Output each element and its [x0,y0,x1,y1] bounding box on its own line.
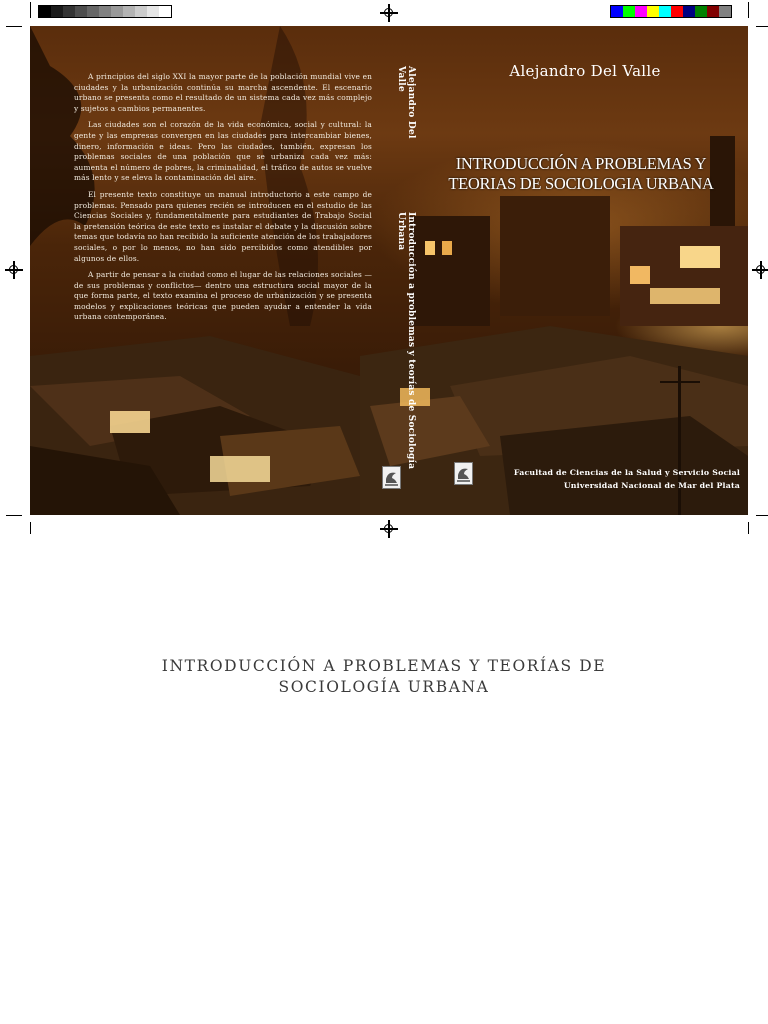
page-title-line: SOCIOLOGÍA URBANA [278,678,490,696]
gray-swatch [87,6,99,17]
color-calibration-bar [610,5,732,18]
gray-swatch [51,6,63,17]
color-swatch [611,6,623,17]
crop-mark [748,2,749,18]
front-cover-title [426,154,736,194]
gray-swatch [159,6,171,17]
front-cover-author: Alejandro Del Valle [509,62,661,80]
crop-mark [30,2,31,18]
page-title-line: INTRODUCCIÓN A PROBLEMAS Y TEORÍAS DE [161,657,607,675]
color-swatch [707,6,719,17]
gray-calibration-bar [38,5,172,18]
registration-mark-left [5,261,23,279]
crop-mark [6,26,22,27]
registration-mark-right [752,261,768,279]
publisher-university: Universidad Nacional de Mar del Plata [563,481,740,490]
color-swatch [659,6,671,17]
registration-mark-bottom [380,520,398,538]
back-cover-paragraph: A partir de pensar a la ciudad como el lugar de las relaciones sociales —de sus problemas y conflictos— dentro una estructura social mayor de la que forma parte, el texto examina el proceso de urbanización y se presenta modelos y explicaciones teóricas que pueden ayudar a entender la vida urbana contemporánea. [74,270,372,322]
gray-swatch [123,6,135,17]
back-cover-paragraph: A principios del siglo XXI la mayor parte de la población mundial vive en ciudades y la urbanización continúa su marcha ascendente. El escenario urbano se presenta como el resultado de un sistema cada vez más complejo y sujetos a cambios permanentes. [74,72,372,113]
back-cover-paragraph: El presente texto constituye un manual introductorio a este campo de problemas. Pensado para quienes recién se introducen en el estudio de las Ciencias Sociales y, fundamentalmente para estudiantes de Trabajo Social la pretensión teórica de este texto es instalar el debate y la discusión sobre temas que todavía no han recibido la suficiente atención de los trabajadores sociales, o por lo menos, no han sido percibidos como atendibles por algunos de ellos. [74,189,372,263]
crop-mark [748,522,749,534]
color-swatch [623,6,635,17]
page-title [0,656,768,698]
color-swatch [671,6,683,17]
gray-swatch [135,6,147,17]
gray-swatch [99,6,111,17]
back-cover-paragraph: Las ciudades son el corazón de la vida económica, social y cultural: la gente y las empresas convergen en las ciudades para intercambiar bienes, dinero, información e ideas. Pero las ciudades, también, expresan los problemas sociales de una población que se urbaniza cada vez más: aumenta el número de pobres, la criminalidad, el tráfico de autos se vuelve más lento y se eleva la contaminación del aire. [74,120,372,183]
spine-title: Introducción a problemas y teorías de Sociología Urbana [396,212,416,470]
crop-mark [30,522,31,534]
gray-swatch [111,6,123,17]
front-cover-title-line: INTRODUCCIÓN A PROBLEMAS Y [455,154,707,173]
publisher-imprint [470,466,740,492]
color-swatch [719,6,731,17]
gray-swatch [39,6,51,17]
color-swatch [683,6,695,17]
spine-author: Alejandro Del Valle [396,66,416,139]
registration-mark-top [380,4,398,22]
gray-swatch [75,6,87,17]
crop-mark [756,26,768,27]
book-cover [30,26,748,515]
crop-mark [6,515,22,516]
crop-mark [756,515,768,516]
color-swatch [695,6,707,17]
front-cover-title-line: TEORIAS DE SOCIOLOGIA URBANA [448,174,714,193]
publisher-faculty: Facultad de Ciencias de la Salud y Servicio Social [513,468,740,477]
color-swatch [647,6,659,17]
spine-university-logo [382,466,401,489]
gray-swatch [147,6,159,17]
color-swatch [635,6,647,17]
back-cover-text [74,72,372,329]
gray-swatch [63,6,75,17]
